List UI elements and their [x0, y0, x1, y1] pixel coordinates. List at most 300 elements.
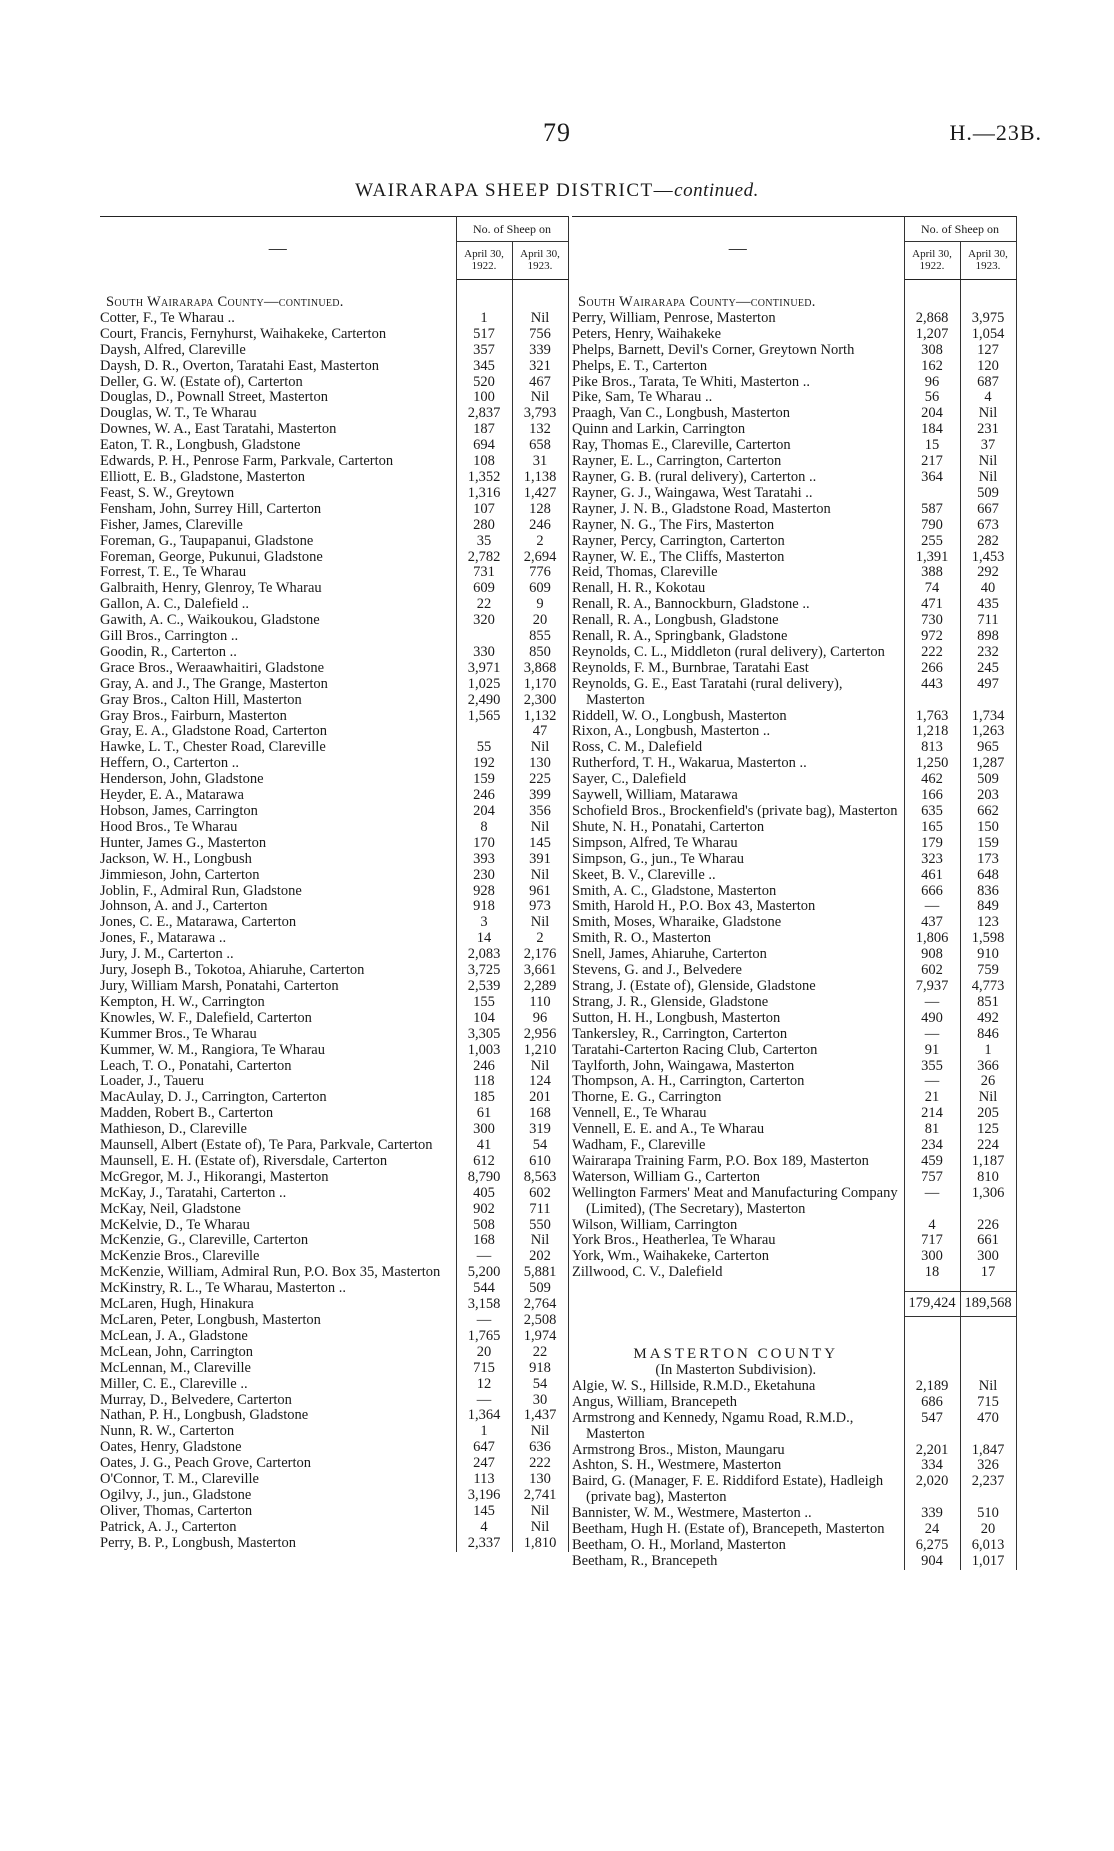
sheep-1923: 20 — [960, 1522, 1016, 1538]
holder-name: Quinn and Larkin, Carrington — [572, 422, 904, 438]
holder-name: Nunn, R. W., Carterton — [100, 1424, 456, 1440]
holder-name: Maunsell, E. H. (Estate of), Riversdale, Carterton — [100, 1154, 456, 1170]
sheep-1923: 965 — [960, 740, 1016, 756]
table-row — [572, 1474, 1016, 1506]
table-row — [100, 375, 568, 391]
sheep-1923: 132 — [512, 422, 568, 438]
table-row — [572, 550, 1016, 566]
sheep-1923: 168 — [512, 1106, 568, 1122]
holder-name: Jimmieson, John, Carterton — [100, 868, 456, 884]
sheep-1922: 813 — [904, 740, 960, 756]
sheep-1923: 661 — [960, 1233, 1016, 1249]
sheep-1923: 667 — [960, 502, 1016, 518]
holder-name: Vennell, E. E. and A., Te Wharau — [572, 1122, 904, 1138]
sheep-1922: 908 — [904, 947, 960, 963]
sheep-1922: 334 — [904, 1458, 960, 1474]
holder-name: Oates, J. G., Peach Grove, Carterton — [100, 1456, 456, 1472]
sheep-1922: — — [456, 1249, 512, 1265]
table-row — [100, 1170, 568, 1186]
sheep-1922: 56 — [904, 390, 960, 406]
sheep-1923: 898 — [960, 629, 1016, 645]
sheep-1922: 12 — [456, 1377, 512, 1393]
holder-name: Fisher, James, Clareville — [100, 518, 456, 534]
holder-name: Feast, S. W., Greytown — [100, 486, 456, 502]
sheep-1923: 399 — [512, 788, 568, 804]
table-row — [100, 645, 568, 661]
holder-name: Daysh, Alfred, Clareville — [100, 343, 456, 359]
sheep-1922: 204 — [904, 406, 960, 422]
holder-name: Strang, J. R., Glenside, Gladstone — [572, 995, 904, 1011]
sheep-1922 — [456, 724, 512, 740]
sheep-1922: 185 — [456, 1090, 512, 1106]
table-row — [572, 534, 1016, 550]
sheep-1922: 666 — [904, 884, 960, 900]
sheep-1923: 918 — [512, 1361, 568, 1377]
table-row — [572, 454, 1016, 470]
table-row — [572, 1106, 1016, 1122]
table-row — [572, 422, 1016, 438]
sheep-header: No. of Sheep on — [456, 217, 568, 242]
table-row — [572, 390, 1016, 406]
table-row — [572, 1458, 1016, 1474]
sheep-1923: 1,132 — [512, 709, 568, 725]
holder-name: Thorne, E. G., Carrington — [572, 1090, 904, 1106]
sheep-1923: 2,956 — [512, 1027, 568, 1043]
holder-name: Gray, A. and J., The Grange, Masterton — [100, 677, 456, 693]
sheep-1922: 602 — [904, 963, 960, 979]
sheep-1922: 24 — [904, 1522, 960, 1538]
sheep-1922: 3,158 — [456, 1297, 512, 1313]
table-row — [100, 1154, 568, 1170]
table-row — [100, 1186, 568, 1202]
sheep-1922: 717 — [904, 1233, 960, 1249]
table-row — [100, 454, 568, 470]
sheep-1922: 357 — [456, 343, 512, 359]
sheep-1922: 345 — [456, 359, 512, 375]
sheep-1922: — — [456, 1393, 512, 1409]
holder-name: Douglas, D., Pownall Street, Masterton — [100, 390, 456, 406]
date-1923-header: April 30, 1923. — [960, 242, 1016, 280]
sheep-1923: 2,741 — [512, 1488, 568, 1504]
table-row — [572, 979, 1016, 995]
holder-name: Heffern, O., Carterton .. — [100, 756, 456, 772]
sheep-1922: 6,275 — [904, 1538, 960, 1554]
holder-name: Court, Francis, Fernyhurst, Waihakeke, Carterton — [100, 327, 456, 343]
table-row — [572, 820, 1016, 836]
sheep-1923: 5,881 — [512, 1265, 568, 1281]
sheep-1922: 2,337 — [456, 1536, 512, 1552]
holder-name: Loader, J., Taueru — [100, 1074, 456, 1090]
sheep-1922: 364 — [904, 470, 960, 486]
page-title — [0, 180, 1114, 202]
sheep-1923: 756 — [512, 327, 568, 343]
sheep-1922: — — [904, 995, 960, 1011]
table-row — [100, 1377, 568, 1393]
table-row — [572, 486, 1016, 502]
sheep-1922: 255 — [904, 534, 960, 550]
holder-name: Wellington Farmers' Meat and Manufacturing Company (Limited), (The Secretary), Masterton — [572, 1186, 904, 1218]
sheep-1922: 320 — [456, 613, 512, 629]
sheep-1923: 1,017 — [960, 1554, 1016, 1570]
sheep-1922: 355 — [904, 1059, 960, 1075]
table-row — [572, 1411, 1016, 1443]
table-row — [100, 1074, 568, 1090]
sheep-1922: 217 — [904, 454, 960, 470]
sheep-1922: 437 — [904, 915, 960, 931]
table-row — [572, 327, 1016, 343]
table-row — [100, 884, 568, 900]
sheep-1922: 904 — [904, 1554, 960, 1570]
sheep-1923: 6,013 — [960, 1538, 1016, 1554]
sheep-1923: 47 — [512, 724, 568, 740]
table-row — [100, 581, 568, 597]
date-1922-header: April 30, 1922. — [904, 242, 960, 280]
holder-name: Skeet, B. V., Clareville .. — [572, 868, 904, 884]
sheep-1923: 40 — [960, 581, 1016, 597]
table-row — [572, 740, 1016, 756]
table-row — [100, 1059, 568, 1075]
table-row — [100, 709, 568, 725]
table-row — [100, 693, 568, 709]
sheep-1922: 1,806 — [904, 931, 960, 947]
holder-name: Snell, James, Ahiaruhe, Carterton — [572, 947, 904, 963]
table-row — [572, 438, 1016, 454]
holder-name: Leach, T. O., Ponatahi, Carterton — [100, 1059, 456, 1075]
holder-name: Vennell, E., Te Wharau — [572, 1106, 904, 1122]
sheep-1922: 192 — [456, 756, 512, 772]
sheep-1922: 81 — [904, 1122, 960, 1138]
sheep-1922: 246 — [456, 1059, 512, 1075]
right-column — [572, 216, 1016, 1570]
sheep-1922 — [456, 629, 512, 645]
table-row — [100, 1488, 568, 1504]
holder-name: McKay, Neil, Gladstone — [100, 1202, 456, 1218]
holder-name: Eaton, T. R., Longbush, Gladstone — [100, 438, 456, 454]
left-table-body — [100, 279, 568, 1552]
sheep-1922: 91 — [904, 1043, 960, 1059]
sheep-1923: Nil — [512, 820, 568, 836]
sheep-1922: 8 — [456, 820, 512, 836]
sheep-1922: 2,539 — [456, 979, 512, 995]
sheep-1923: 54 — [512, 1377, 568, 1393]
right-table — [572, 216, 1017, 1570]
table-row — [572, 1074, 1016, 1090]
table-row — [572, 502, 1016, 518]
sheep-1922: 214 — [904, 1106, 960, 1122]
table-row — [100, 915, 568, 931]
holder-name: Armstrong Bros., Miston, Maungaru — [572, 1443, 904, 1459]
holder-name: McKenzie Bros., Clareville — [100, 1249, 456, 1265]
sheep-1923: 1,453 — [960, 550, 1016, 566]
table-row — [100, 1233, 568, 1249]
table-row — [572, 963, 1016, 979]
table-row — [572, 915, 1016, 931]
holder-name: McGregor, M. J., Hikorangi, Masterton — [100, 1170, 456, 1186]
name-header: — — [100, 217, 456, 280]
sheep-1923: 2 — [512, 534, 568, 550]
holder-name: Fensham, John, Surrey Hill, Carterton — [100, 502, 456, 518]
sheep-1922: 280 — [456, 518, 512, 534]
sheep-1922: 730 — [904, 613, 960, 629]
holder-name: Jury, William Marsh, Ponatahi, Carterton — [100, 979, 456, 995]
table-row — [572, 1011, 1016, 1027]
sheep-1922: 459 — [904, 1154, 960, 1170]
sheep-1922: 388 — [904, 565, 960, 581]
sheep-1922: 162 — [904, 359, 960, 375]
table-row — [100, 390, 568, 406]
sheep-1923: Nil — [512, 1504, 568, 1520]
sheep-1923: 1,810 — [512, 1536, 568, 1552]
section-heading: South Wairarapa County—continued. — [572, 279, 904, 311]
sheep-1923: 711 — [960, 613, 1016, 629]
sheep-1923: 150 — [960, 820, 1016, 836]
report-reference: H.—23B. — [949, 120, 1042, 145]
table-row — [572, 1122, 1016, 1138]
table-row — [100, 629, 568, 645]
sheep-1923: Nil — [960, 1090, 1016, 1106]
sheep-1922: 547 — [904, 1411, 960, 1443]
table-row — [100, 1408, 568, 1424]
sheep-1922: 918 — [456, 899, 512, 915]
sheep-1922: 8,790 — [456, 1170, 512, 1186]
sheep-1923: 910 — [960, 947, 1016, 963]
sheep-header: No. of Sheep on — [904, 217, 1016, 242]
holder-name: Oates, Henry, Gladstone — [100, 1440, 456, 1456]
table-row — [100, 947, 568, 963]
sheep-1923: 3,661 — [512, 963, 568, 979]
sheep-1923: 2,176 — [512, 947, 568, 963]
table-row — [572, 375, 1016, 391]
table-row — [572, 359, 1016, 375]
sheep-1922: 1,316 — [456, 486, 512, 502]
sheep-1923: 356 — [512, 804, 568, 820]
sheep-1922: 168 — [456, 1233, 512, 1249]
sheep-1923: 173 — [960, 852, 1016, 868]
sheep-1922: 3,305 — [456, 1027, 512, 1043]
sheep-1923: 3,868 — [512, 661, 568, 677]
holder-name: Zillwood, C. V., Dalefield — [572, 1265, 904, 1281]
table-row — [100, 486, 568, 502]
table-row — [100, 931, 568, 947]
sheep-1923: 391 — [512, 852, 568, 868]
sheep-1922: 108 — [456, 454, 512, 470]
sheep-1923: 850 — [512, 645, 568, 661]
sheep-1922: 1,207 — [904, 327, 960, 343]
sheep-1923: 31 — [512, 454, 568, 470]
sheep-1922: 1,218 — [904, 724, 960, 740]
sheep-1923: 1,187 — [960, 1154, 1016, 1170]
sheep-1923: Nil — [960, 406, 1016, 422]
sheep-1922: 2,189 — [904, 1379, 960, 1395]
table-row — [572, 581, 1016, 597]
holder-name: Cotter, F., Te Wharau .. — [100, 311, 456, 327]
holder-name: Angus, William, Brancepeth — [572, 1395, 904, 1411]
holder-name: Sayer, C., Dalefield — [572, 772, 904, 788]
holder-name: Hood Bros., Te Wharau — [100, 820, 456, 836]
county-heading: MASTERTON COUNTY — [572, 1347, 904, 1363]
sheep-1922: 22 — [456, 597, 512, 613]
sheep-1922: — — [456, 1313, 512, 1329]
holder-name: Hunter, James G., Masterton — [100, 836, 456, 852]
sheep-1923: 4,773 — [960, 979, 1016, 995]
holder-name: Simpson, Alfred, Te Wharau — [572, 836, 904, 852]
sheep-1922: 461 — [904, 868, 960, 884]
holder-name: Rayner, J. N. B., Gladstone Road, Masterton — [572, 502, 904, 518]
holder-name: Rayner, G. B. (rural delivery), Carterton .. — [572, 470, 904, 486]
holder-name: Renall, R. A., Bannockburn, Gladstone .. — [572, 597, 904, 613]
holder-name: Gray Bros., Fairburn, Masterton — [100, 709, 456, 725]
holder-name: York, Wm., Waihakeke, Carterton — [572, 1249, 904, 1265]
sheep-1923: 8,563 — [512, 1170, 568, 1186]
table-row — [572, 1233, 1016, 1249]
table-row — [572, 1027, 1016, 1043]
sheep-1922: 731 — [456, 565, 512, 581]
sheep-1923: 339 — [512, 343, 568, 359]
table-row — [100, 534, 568, 550]
sheep-1923: 715 — [960, 1395, 1016, 1411]
sheep-1923: 1,287 — [960, 756, 1016, 772]
sheep-1922: 166 — [904, 788, 960, 804]
sheep-1922: 517 — [456, 327, 512, 343]
sheep-1923: 1,138 — [512, 470, 568, 486]
holder-name: Beetham, O. H., Morland, Masterton — [572, 1538, 904, 1554]
sheep-1922: 222 — [904, 645, 960, 661]
sheep-1923: 435 — [960, 597, 1016, 613]
sheep-1923: 4 — [960, 390, 1016, 406]
sheep-1923: 130 — [512, 1472, 568, 1488]
table-row — [100, 1281, 568, 1297]
holder-name: Douglas, W. T., Te Wharau — [100, 406, 456, 422]
sheep-1923: 326 — [960, 1458, 1016, 1474]
table-row — [100, 502, 568, 518]
table-row — [100, 1249, 568, 1265]
sheep-1922: 41 — [456, 1138, 512, 1154]
table-row — [572, 1395, 1016, 1411]
sheep-1923: 2,694 — [512, 550, 568, 566]
sheep-1923: 2,300 — [512, 693, 568, 709]
sheep-1923: 687 — [960, 375, 1016, 391]
sheep-1922: 96 — [904, 375, 960, 391]
holder-name: Schofield Bros., Brockenfield's (private bag), Masterton — [572, 804, 904, 820]
holder-name: Perry, William, Penrose, Masterton — [572, 311, 904, 327]
sheep-1922: 443 — [904, 677, 960, 709]
holder-name: Rutherford, T. H., Wakarua, Masterton .. — [572, 756, 904, 772]
holder-name: Rayner, N. G., The Firs, Masterton — [572, 518, 904, 534]
sheep-1923: 810 — [960, 1170, 1016, 1186]
holder-name: Knowles, W. F., Dalefield, Carterton — [100, 1011, 456, 1027]
sheep-1922: 104 — [456, 1011, 512, 1027]
sheep-1922: 715 — [456, 1361, 512, 1377]
sheep-1922: 118 — [456, 1074, 512, 1090]
table-row — [572, 868, 1016, 884]
sheep-1922 — [904, 486, 960, 502]
sheep-1923: 96 — [512, 1011, 568, 1027]
holder-name: Kummer Bros., Te Wharau — [100, 1027, 456, 1043]
sheep-1922: 107 — [456, 502, 512, 518]
table-row — [572, 1218, 1016, 1234]
table-row — [100, 724, 568, 740]
sheep-1922: 165 — [904, 820, 960, 836]
table-row — [100, 868, 568, 884]
sheep-1922: 1,391 — [904, 550, 960, 566]
sheep-1923: 509 — [512, 1281, 568, 1297]
holder-name: Jury, J. M., Carterton .. — [100, 947, 456, 963]
table-row — [100, 1424, 568, 1440]
holder-name: Jones, F., Matarawa .. — [100, 931, 456, 947]
holder-name: McLean, John, Carrington — [100, 1345, 456, 1361]
sheep-1922: 587 — [904, 502, 960, 518]
sheep-1922: 1,763 — [904, 709, 960, 725]
sheep-1922: 520 — [456, 375, 512, 391]
sheep-1923: 3,793 — [512, 406, 568, 422]
table-row — [572, 852, 1016, 868]
sheep-1923: 3,975 — [960, 311, 1016, 327]
holder-name: Praagh, Van C., Longbush, Masterton — [572, 406, 904, 422]
table-row — [572, 899, 1016, 915]
table-row — [100, 1504, 568, 1520]
holder-name: McKenzie, G., Clareville, Carterton — [100, 1233, 456, 1249]
sheep-1923: 2,289 — [512, 979, 568, 995]
table-row — [572, 1249, 1016, 1265]
table-row — [572, 613, 1016, 629]
sheep-1923: 1,437 — [512, 1408, 568, 1424]
sheep-1922: 462 — [904, 772, 960, 788]
holder-name: McLaren, Hugh, Hinakura — [100, 1297, 456, 1313]
table-row — [572, 947, 1016, 963]
sheep-1922: 14 — [456, 931, 512, 947]
sheep-1922: 2,083 — [456, 947, 512, 963]
sheep-1923: 961 — [512, 884, 568, 900]
holder-name: Waterson, William G., Carterton — [572, 1170, 904, 1186]
sheep-1922: 694 — [456, 438, 512, 454]
table-row — [100, 359, 568, 375]
sheep-1922: 2,837 — [456, 406, 512, 422]
sheep-1922: 339 — [904, 1506, 960, 1522]
holder-name: Armstrong and Kennedy, Ngamu Road, R.M.D., Masterton — [572, 1411, 904, 1443]
date-1923-header: April 30, 1923. — [512, 242, 568, 280]
sheep-1923: 245 — [960, 661, 1016, 677]
sheep-1922: 1 — [456, 1424, 512, 1440]
sheep-1923: 124 — [512, 1074, 568, 1090]
sheep-1923: 300 — [960, 1249, 1016, 1265]
sheep-1923: 1,170 — [512, 677, 568, 693]
holder-name: Rayner, E. L., Carrington, Carterton — [572, 454, 904, 470]
sheep-1923: Nil — [960, 470, 1016, 486]
sheep-1923: 470 — [960, 1411, 1016, 1443]
table-row — [100, 1345, 568, 1361]
sheep-1922: 1,352 — [456, 470, 512, 486]
holder-name: Goodin, R., Carterton .. — [100, 645, 456, 661]
sheep-1923: 231 — [960, 422, 1016, 438]
sheep-1922: 113 — [456, 1472, 512, 1488]
sheep-1922: 21 — [904, 1090, 960, 1106]
sheep-1923: 1,734 — [960, 709, 1016, 725]
sheep-1922: 55 — [456, 740, 512, 756]
table-row — [100, 550, 568, 566]
sheep-1923: 846 — [960, 1027, 1016, 1043]
holder-name: Murray, D., Belvedere, Carterton — [100, 1393, 456, 1409]
sheep-1923: Nil — [512, 1520, 568, 1536]
table-row — [100, 804, 568, 820]
sheep-1922: 179 — [904, 836, 960, 852]
table-row — [572, 1554, 1016, 1570]
sheep-1923: 20 — [512, 613, 568, 629]
holder-name: Phelps, E. T., Carterton — [572, 359, 904, 375]
sheep-1922: 35 — [456, 534, 512, 550]
table-row — [100, 772, 568, 788]
holder-name: Jones, C. E., Matarawa, Carterton — [100, 915, 456, 931]
table-row — [100, 836, 568, 852]
